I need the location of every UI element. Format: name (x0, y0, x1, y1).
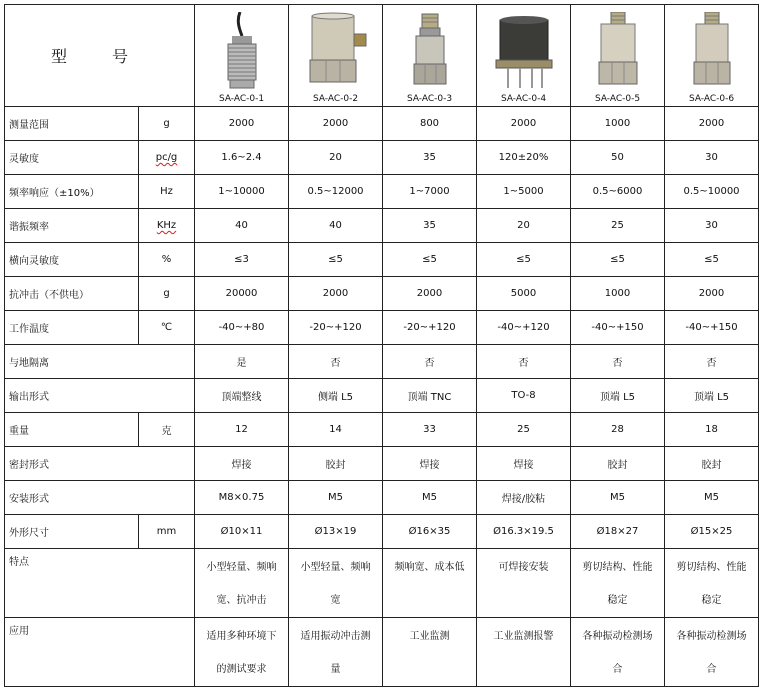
model-cell (477, 5, 571, 107)
table-cell: -40~+150 (571, 311, 665, 345)
table-cell: 14 (289, 413, 383, 447)
table-cell: 800 (383, 107, 477, 141)
table-cell: 0.5~12000 (289, 175, 383, 209)
cell-line: 可焊接安装 (498, 562, 549, 573)
model-name: SA-AC-0-1 (218, 94, 265, 104)
model-cell (571, 5, 665, 107)
table-cell: ≤5 (477, 243, 571, 277)
row-unit: mm (139, 515, 195, 549)
table-cell: 胶封 (665, 447, 759, 481)
table-cell: 2000 (665, 277, 759, 311)
cell-line: 宽、抗冲击 (216, 595, 267, 606)
row-label: 与地隔离 (5, 345, 195, 379)
sensor-sa-ac-0-6-image (688, 12, 736, 90)
row-label: 测量范围 (5, 107, 139, 141)
table-cell: TO-8 (477, 379, 571, 413)
table-cell: 2000 (665, 107, 759, 141)
cell-line: 适用振动冲击测 (300, 631, 371, 642)
cell-line: 各种振动检测场 (582, 631, 653, 642)
table-cell: 胶封 (571, 447, 665, 481)
table-cell: -40~+120 (477, 311, 571, 345)
sensor-sa-ac-0-3-image (408, 12, 452, 90)
cell-line: 量 (330, 664, 341, 675)
table-cell: -40~+80 (195, 311, 289, 345)
spec-row (5, 243, 759, 277)
table-cell (383, 618, 477, 687)
table-cell: 2000 (289, 107, 383, 141)
cell-line: 各种振动检测场 (676, 631, 747, 642)
table-cell: 焊接 (195, 447, 289, 481)
spec-row (5, 311, 759, 345)
table-cell: 否 (571, 345, 665, 379)
model-name: SA-AC-0-6 (688, 94, 735, 104)
spec-row (5, 175, 759, 209)
table-cell: 1.6~2.4 (195, 141, 289, 175)
model-name: SA-AC-0-5 (594, 94, 641, 104)
spec-row (5, 413, 759, 447)
table-cell: M8×0.75 (195, 481, 289, 515)
table-cell: 40 (289, 209, 383, 243)
table-cell: ≤5 (571, 243, 665, 277)
cell-line: 剪切结构、性能 (676, 562, 747, 573)
row-label: 特点 (5, 549, 195, 618)
sensor-sa-ac-0-4-image (492, 12, 556, 90)
model-name: SA-AC-0-4 (500, 94, 547, 104)
table-cell: M5 (665, 481, 759, 515)
cell-line: 工业监测 (409, 631, 450, 642)
table-cell: 顶端 L5 (665, 379, 759, 413)
table-cell: 50 (571, 141, 665, 175)
table-cell: Ø15×25 (665, 515, 759, 549)
table-cell (665, 549, 759, 618)
row-unit: 克 (139, 413, 195, 447)
table-cell: 20 (477, 209, 571, 243)
table-cell (571, 549, 665, 618)
table-cell: 顶端 TNC (383, 379, 477, 413)
table-cell: 0.5~10000 (665, 175, 759, 209)
table-cell: 12 (195, 413, 289, 447)
table-cell: 30 (665, 141, 759, 175)
header-row (5, 5, 759, 107)
row-unit: g (139, 277, 195, 311)
table-cell: 胶封 (289, 447, 383, 481)
table-cell: Ø18×27 (571, 515, 665, 549)
cell-line: 工业监测报警 (493, 631, 554, 642)
table-cell: 1~5000 (477, 175, 571, 209)
table-cell: 否 (477, 345, 571, 379)
row-label: 密封形式 (5, 447, 195, 481)
model-cell (383, 5, 477, 107)
cell-line: 宽 (330, 595, 341, 606)
cell-line: 稳定 (701, 595, 722, 606)
model-name: SA-AC-0-3 (406, 94, 453, 104)
cell-line: 的测试要求 (216, 664, 267, 675)
spec-row (5, 481, 759, 515)
table-cell: 33 (383, 413, 477, 447)
table-cell (571, 618, 665, 687)
table-cell (289, 549, 383, 618)
table-cell (477, 549, 571, 618)
row-unit: KHz (139, 209, 195, 243)
table-cell: 5000 (477, 277, 571, 311)
table-cell: 焊接 (477, 447, 571, 481)
cell-line: 小型轻量、频响 (206, 562, 277, 573)
table-cell: 20 (289, 141, 383, 175)
row-label: 工作温度 (5, 311, 139, 345)
cell-line: 适用多种环境下 (206, 631, 277, 642)
table-cell (195, 618, 289, 687)
row-label: 灵敏度 (5, 141, 139, 175)
table-cell: 2000 (477, 107, 571, 141)
cell-line: 合 (612, 664, 623, 675)
applications-row (5, 618, 759, 687)
features-row (5, 549, 759, 618)
row-unit: Hz (139, 175, 195, 209)
row-label: 频率响应（±10%） (5, 175, 139, 209)
table-cell: 2000 (289, 277, 383, 311)
sensor-sa-ac-0-1-image (218, 12, 266, 90)
table-cell (289, 618, 383, 687)
table-cell (665, 618, 759, 687)
table-cell: 否 (383, 345, 477, 379)
table-cell: Ø16.3×19.5 (477, 515, 571, 549)
table-cell: 28 (571, 413, 665, 447)
row-unit: % (139, 243, 195, 277)
row-label: 应用 (5, 618, 195, 687)
row-unit: pc/g (139, 141, 195, 175)
table-cell: 1000 (571, 107, 665, 141)
table-cell: 焊接 (383, 447, 477, 481)
table-cell: 0.5~6000 (571, 175, 665, 209)
table-cell: ≤5 (665, 243, 759, 277)
table-cell: -20~+120 (289, 311, 383, 345)
spec-row (5, 379, 759, 413)
row-unit: ℃ (139, 311, 195, 345)
cell-line: 合 (706, 664, 717, 675)
row-label: 横向灵敏度 (5, 243, 139, 277)
row-unit: g (139, 107, 195, 141)
table-cell: 2000 (195, 107, 289, 141)
table-cell: -40~+150 (665, 311, 759, 345)
cell-line: 小型轻量、频响 (300, 562, 371, 573)
table-cell: M5 (571, 481, 665, 515)
table-cell: Ø13×19 (289, 515, 383, 549)
table-cell: 顶端整线 (195, 379, 289, 413)
table-cell: -20~+120 (383, 311, 477, 345)
table-cell: 18 (665, 413, 759, 447)
table-title: 型 号 (5, 5, 195, 107)
row-label: 输出形式 (5, 379, 195, 413)
row-label: 外形尺寸 (5, 515, 139, 549)
table-cell: 2000 (383, 277, 477, 311)
model-cell (289, 5, 383, 107)
table-cell (383, 549, 477, 618)
sensor-sa-ac-0-2-image (304, 12, 368, 90)
row-label: 谐振频率 (5, 209, 139, 243)
spec-row (5, 107, 759, 141)
table-cell: 25 (477, 413, 571, 447)
table-cell: M5 (289, 481, 383, 515)
table-cell: 35 (383, 209, 477, 243)
table-cell: 1000 (571, 277, 665, 311)
model-name: SA-AC-0-2 (312, 94, 359, 104)
table-cell: ≤5 (289, 243, 383, 277)
model-cell (195, 5, 289, 107)
table-cell: Ø10×11 (195, 515, 289, 549)
table-cell: 焊接/胶粘 (477, 481, 571, 515)
table-cell: 30 (665, 209, 759, 243)
table-cell: 顶端 L5 (571, 379, 665, 413)
row-label: 安装形式 (5, 481, 195, 515)
row-label: 抗冲击（不供电） (5, 277, 139, 311)
table-cell: 35 (383, 141, 477, 175)
spec-row (5, 515, 759, 549)
table-cell: 1~7000 (383, 175, 477, 209)
table-cell: 1~10000 (195, 175, 289, 209)
spec-row (5, 141, 759, 175)
spec-row (5, 277, 759, 311)
spec-row (5, 345, 759, 379)
table-cell: ≤5 (383, 243, 477, 277)
table-cell: 侧端 L5 (289, 379, 383, 413)
table-cell: ≤3 (195, 243, 289, 277)
table-cell: M5 (383, 481, 477, 515)
table-cell: 25 (571, 209, 665, 243)
table-cell (195, 549, 289, 618)
cell-line: 稳定 (607, 595, 628, 606)
row-label: 重量 (5, 413, 139, 447)
cell-line: 频响宽、成本低 (394, 562, 465, 573)
table-cell: 40 (195, 209, 289, 243)
spec-row (5, 209, 759, 243)
cell-line: 剪切结构、性能 (582, 562, 653, 573)
spec-row (5, 447, 759, 481)
table-cell: 否 (665, 345, 759, 379)
table-cell: Ø16×35 (383, 515, 477, 549)
table-cell (477, 618, 571, 687)
table-cell: 20000 (195, 277, 289, 311)
table-cell: 120±20% (477, 141, 571, 175)
sensor-sa-ac-0-5-image (593, 12, 643, 90)
spec-table (4, 4, 759, 687)
table-cell: 否 (289, 345, 383, 379)
table-cell: 是 (195, 345, 289, 379)
model-cell (665, 5, 759, 107)
